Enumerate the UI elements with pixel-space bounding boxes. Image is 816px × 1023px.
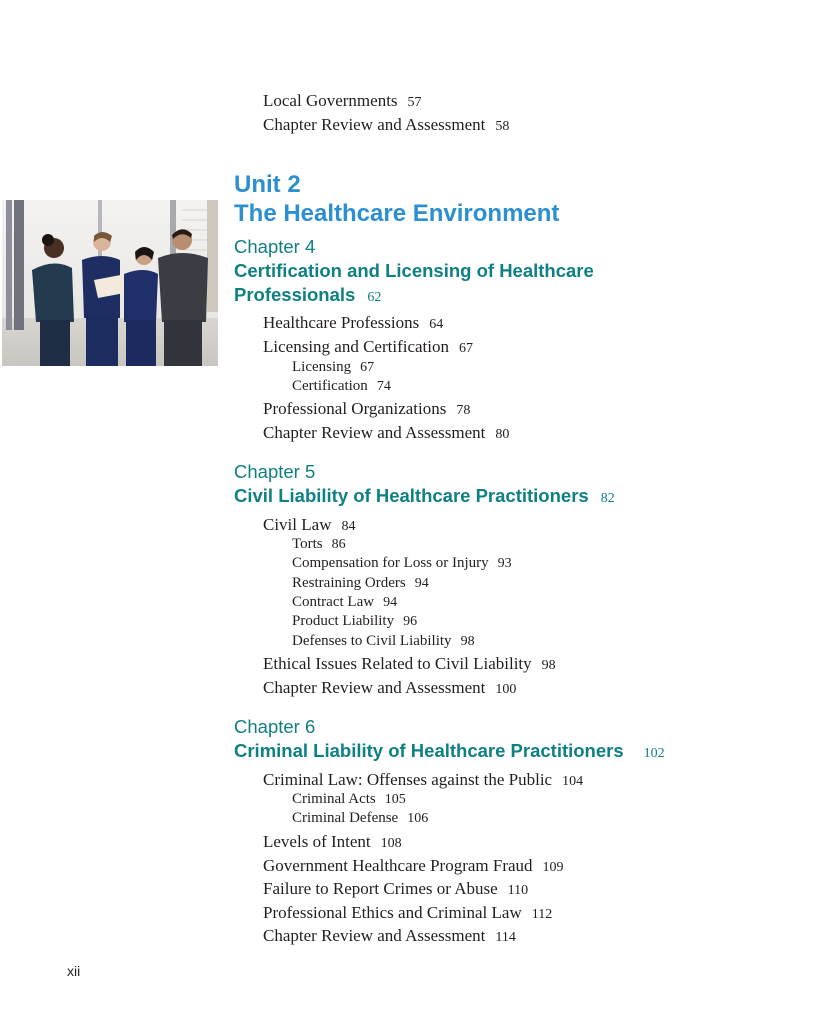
chapter-title[interactable] (234, 739, 665, 766)
toc-entry-page: 104 (562, 774, 584, 789)
unit-photo (2, 200, 218, 366)
chapter-number: Chapter 4 (234, 236, 316, 257)
chapter-number: Chapter 5 (234, 461, 316, 482)
toc-entry[interactable] (263, 337, 473, 359)
toc-entry-title: Government Healthcare Program Fraud (263, 856, 533, 875)
toc-entry-page: 100 (495, 682, 517, 697)
toc-subentry-title: Criminal Defense (292, 810, 399, 826)
toc-subentry[interactable] (292, 377, 391, 396)
toc-entry-title: Healthcare Professions (263, 313, 420, 332)
toc-entry-title: Professional Ethics and Criminal Law (263, 903, 522, 922)
toc-entry[interactable] (263, 832, 402, 854)
chapter-title[interactable] (234, 484, 615, 511)
toc-entry-title: Chapter Review and Assessment (263, 926, 486, 945)
toc-subentry-page: 93 (497, 556, 512, 571)
toc-subentry-title: Criminal Acts (292, 791, 376, 807)
toc-entry-page: 108 (380, 836, 402, 851)
toc-entry-title: Failure to Report Crimes or Abuse (263, 879, 498, 898)
toc-entry-page: 57 (407, 95, 422, 110)
toc-subentry-page: 94 (383, 595, 398, 610)
toc-subentry-page: 74 (376, 379, 391, 394)
toc-subentry-page: 67 (360, 360, 375, 375)
toc-subentry[interactable] (292, 809, 428, 828)
toc-subentry-title: Product Liability (292, 613, 395, 629)
toc-entry-title: Chapter Review and Assessment (263, 115, 486, 134)
chapter-title-line2: Professionals (234, 284, 356, 305)
toc-entry-title: Local Governments (263, 91, 398, 110)
toc-entry-page: 64 (429, 317, 444, 332)
toc-entry-page: 109 (542, 860, 564, 875)
toc-subentry[interactable] (292, 535, 346, 554)
toc-subentry-title: Torts (292, 536, 323, 552)
page-number: xii (67, 963, 81, 979)
healthcare-workers-image (2, 200, 218, 366)
toc-entry-page: 112 (531, 907, 553, 922)
toc-subentry-page: 106 (407, 811, 429, 826)
toc-entry[interactable] (263, 91, 422, 113)
toc-subentry[interactable] (292, 632, 475, 651)
toc-entry-page: 84 (341, 519, 356, 534)
toc-entry-title: Professional Organizations (263, 399, 447, 418)
toc-entry-page: 58 (495, 119, 510, 134)
toc-subentry-title: Compensation for Loss or Injury (292, 555, 489, 571)
toc-entry[interactable] (263, 903, 552, 925)
toc-entry[interactable] (263, 654, 556, 676)
toc-entry-title: Criminal Law: Offenses against the Public (263, 770, 553, 789)
chapter-number: Chapter 6 (234, 716, 316, 737)
toc-entry[interactable] (263, 856, 564, 878)
toc-subentry-page: 86 (331, 537, 346, 552)
toc-subentry-page: 94 (414, 576, 429, 591)
toc-subentry-page: 105 (384, 792, 406, 807)
chapter-title-text: Criminal Liability of Healthcare Practitioners (234, 740, 624, 761)
toc-entry[interactable] (263, 115, 509, 137)
toc-subentry-title: Defenses to Civil Liability (292, 633, 452, 649)
toc-subentry[interactable] (292, 790, 406, 809)
toc-subentry-page: 98 (460, 634, 475, 649)
toc-entry[interactable] (263, 423, 509, 445)
toc-entry-title: Chapter Review and Assessment (263, 423, 486, 442)
toc-subentry-page: 96 (403, 614, 418, 629)
toc-entry[interactable] (263, 399, 470, 421)
toc-entry[interactable] (263, 879, 528, 901)
chapter-page: 62 (367, 290, 382, 305)
toc-entry-title: Civil Law (263, 515, 332, 534)
toc-entry[interactable] (263, 770, 583, 792)
chapter-title-text: Civil Liability of Healthcare Practitioners (234, 485, 589, 506)
toc-subentry-title: Licensing (292, 359, 352, 375)
toc-entry-page: 78 (456, 403, 471, 418)
unit-number: Unit 2 (234, 171, 301, 198)
toc-subentry[interactable] (292, 612, 417, 631)
toc-entry-page: 98 (541, 658, 556, 673)
toc-entry-title: Ethical Issues Related to Civil Liability (263, 654, 532, 673)
toc-subentry[interactable] (292, 358, 374, 377)
toc-subentry-title: Restraining Orders (292, 575, 406, 591)
unit-title: The Healthcare Environment (234, 200, 560, 227)
toc-entry-page: 80 (495, 427, 510, 442)
toc-subentry[interactable] (292, 554, 512, 573)
toc-entry[interactable] (263, 515, 355, 537)
chapter-page: 102 (643, 746, 665, 761)
toc-entry-page: 114 (495, 930, 516, 945)
chapter-page: 82 (600, 491, 615, 506)
chapter-title[interactable]: Certification and Licensing of Healthcare (234, 260, 594, 281)
toc-entry-title: Licensing and Certification (263, 337, 449, 356)
toc-entry-title: Chapter Review and Assessment (263, 678, 486, 697)
toc-entry-page: 67 (459, 341, 473, 356)
toc-entry-page: 110 (507, 883, 529, 898)
toc-entry-title: Levels of Intent (263, 832, 371, 851)
toc-subentry-title: Contract Law (292, 594, 375, 610)
chapter-title-continued[interactable] (234, 283, 381, 310)
toc-entry[interactable] (263, 926, 516, 948)
toc-subentry[interactable] (292, 574, 429, 593)
toc-entry[interactable] (263, 313, 443, 335)
toc-subentry-title: Certification (292, 378, 368, 394)
toc-entry[interactable] (263, 678, 516, 700)
toc-subentry[interactable] (292, 593, 397, 612)
